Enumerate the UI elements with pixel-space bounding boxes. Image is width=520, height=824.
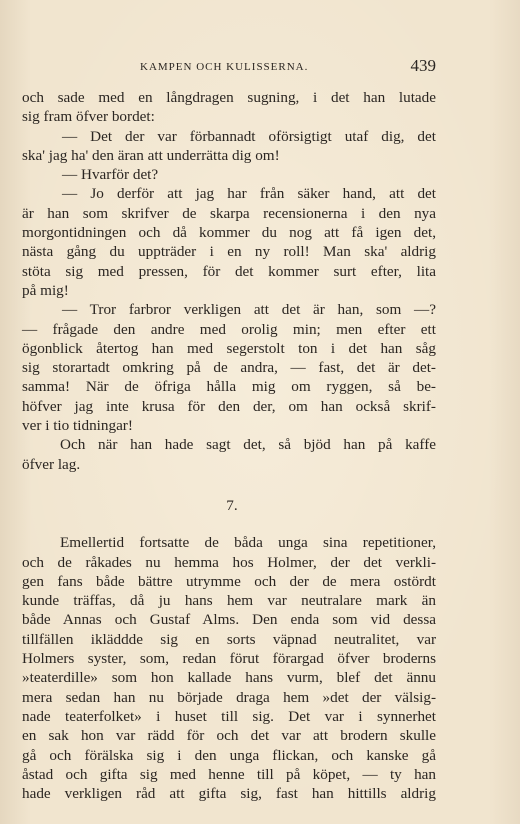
text-line: sig fram öfver bordet:: [22, 108, 155, 126]
text-line: Holmers syster, som, redan förut förargad öfver broderns: [22, 650, 436, 668]
text-line: kunde träffas, då ju hans hem var neutralare mark än: [22, 592, 436, 610]
text-line: tillfällen ikläddde sig en sorts väpnad neutralitet, var: [22, 630, 436, 648]
text-line: »teaterdille» som hon kallade hans vurm, blef det ännu: [22, 669, 436, 687]
chapter-section: [22, 533, 436, 803]
text-line: ska' jag ha' den äran att underrätta dig om!: [22, 146, 280, 164]
text-line: och sade med en långdragen sugning, i det han lutade: [22, 89, 436, 106]
text-line: — Det der var förbannadt oförsigtigt utaf dig, det: [62, 127, 436, 145]
body-text: [22, 88, 436, 803]
text-line: gen fans både bättre utrymme och der de mera ostördt: [22, 572, 436, 590]
text-line: och de råkades nu hemma hos Holmer, der det verkli-: [22, 553, 436, 571]
text-line: samma! När de öfriga hålla mig om ryggen, så be-: [22, 378, 436, 396]
dialogue-section: [22, 88, 436, 474]
text-line: Emellertid fortsatte de båda unga sina repetitioner,: [60, 534, 436, 552]
text-line: är han som skrifver de skarpa recensionerna i den nya: [22, 204, 436, 222]
text-line: morgontidningen och då kommer du nog att få igen det,: [22, 224, 436, 242]
section-number: 7.: [226, 496, 238, 514]
text-line: — Hvarför det?: [62, 166, 159, 184]
page-header: [22, 56, 498, 78]
text-line: Och när han hade sagt det, så bjöd han på kaffe: [60, 436, 436, 454]
text-line: gå och förälska sig i den unga flickan, och kanske gå: [22, 746, 436, 764]
running-head: KAMPEN OCH KULISSERNA.: [140, 61, 309, 73]
text-line: — frågade den andre med orolig min; men efter ett: [22, 320, 436, 338]
text-line: ögonblick återtog han med segerstolt ton i det han såg: [22, 339, 436, 357]
text-line: en sak hon var rädd för och det var att brodern skulle: [22, 727, 436, 745]
text-line: — Tror farbror verkligen att det är han, som —?: [62, 301, 436, 319]
text-line: mera sedan han nu började draga hem »det der välsig-: [22, 688, 436, 706]
text-line: öfver lag.: [22, 455, 81, 473]
text-line: höfver jag inte krusa för den der, om han också skrif-: [22, 397, 436, 415]
text-line: — Jo derför att jag har från säker hand, att det: [62, 185, 436, 203]
text-line: på mig!: [22, 281, 69, 299]
text-line: åstad och gifta sig med henne till på köpet, — ty han: [22, 765, 436, 783]
text-line: nästa gång du uppträder i en ny roll! Man ska' aldrig: [22, 243, 436, 261]
text-line: sig storartadt omkring på de andra, — fast, det är det-: [22, 359, 436, 377]
text-line: nade teaterfolket» i huset till sig. Det var i synnerhet: [22, 707, 436, 725]
text-line: ver i tio tidningar!: [22, 417, 133, 435]
text-line: både Annas och Gustaf Alms. Den enda som vid dessa: [22, 611, 436, 629]
page-number: 439: [410, 56, 436, 75]
text-line: stöta sig med pressen, för det kommer surt efter, lita: [22, 262, 436, 280]
text-line: hade verkligen råd att gifta sig, fast han hittills aldrig: [22, 785, 436, 803]
